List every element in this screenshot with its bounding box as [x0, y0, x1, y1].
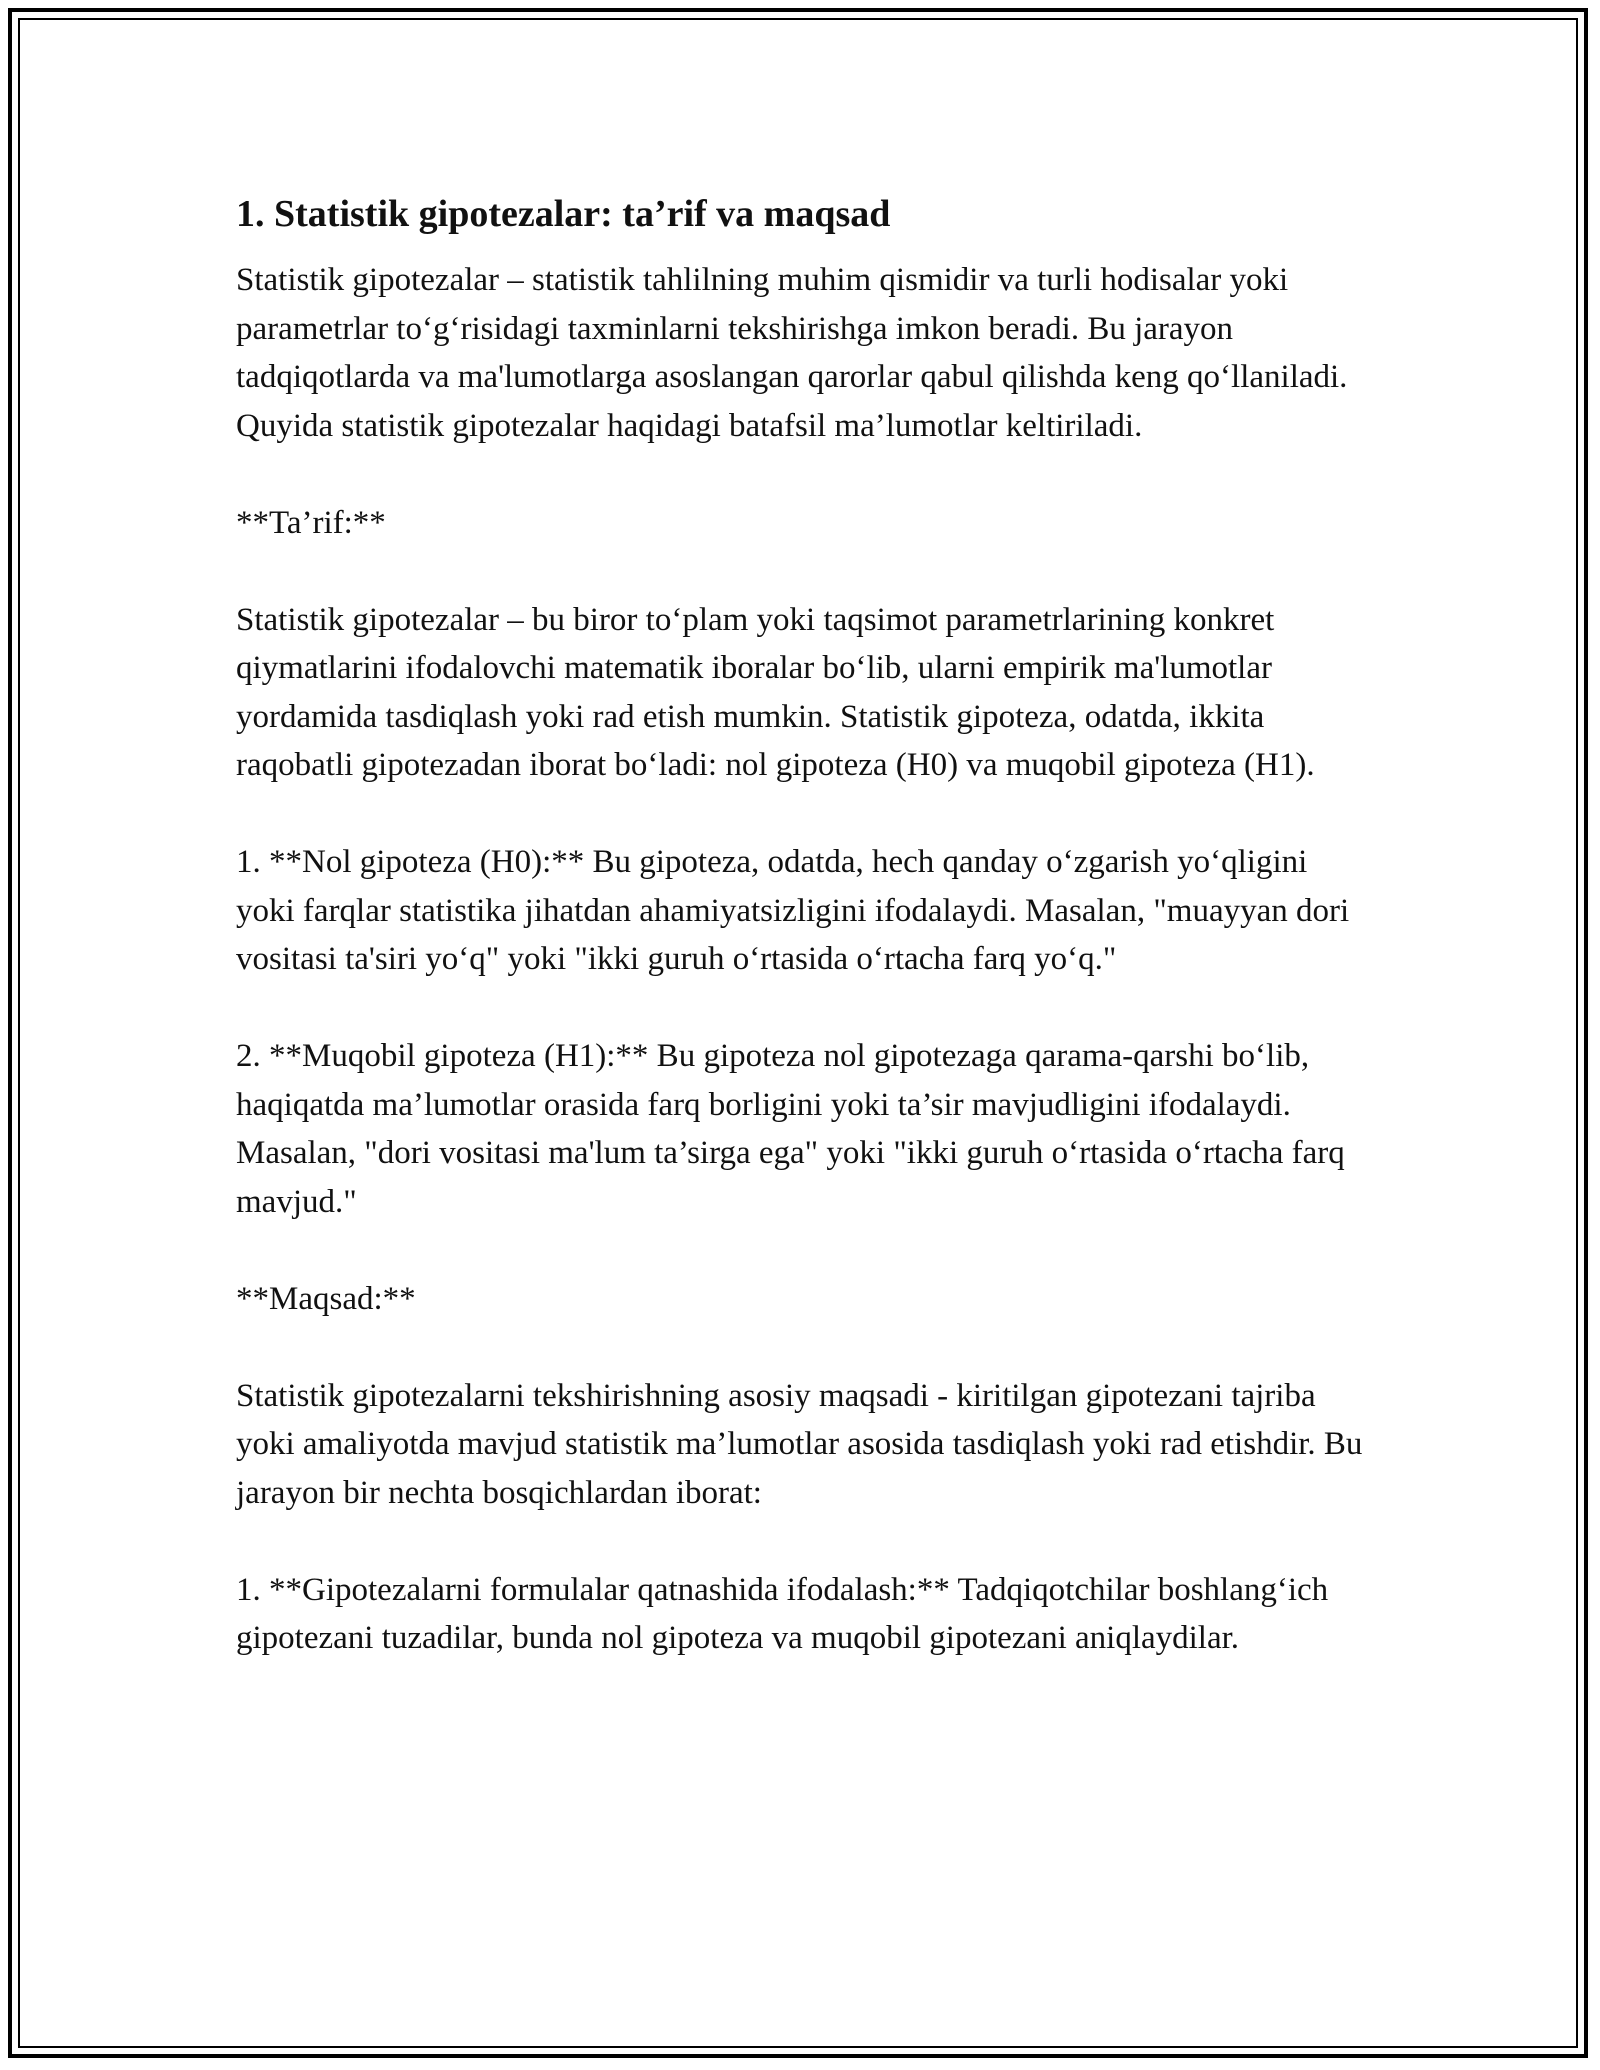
alternative-hypothesis-item: 2. **Muqobil gipoteza (H1):** Bu gipoteza nol gipotezaga qarama-qarshi bo‘lib, haqiqatda ma’lumotlar orasida farq borligini yoki ta’sir mavjudligini ifodalaydi. Masalan, "dori vositasi ma'lum ta’sirga ega" yoki "ikki guruh o‘rtasida o‘rtacha farq mavjud." — [236, 1038, 1345, 1220]
null-hypothesis-item: 1. **Nol gipoteza (H0):** Bu gipoteza, odatda, hech qanday o‘zgarish yo‘qligini yoki farqlar statistika jihatdan ahamiyatsizligini ifodalaydi. Masalan, "muayyan dori vositasi ta'siri yo‘q" yoki "ikki guruh o‘rtasida o‘rtacha farq yo‘q." — [236, 844, 1350, 977]
section-heading: 1. Statistik gipotezalar: ta’rif va maqsad — [236, 193, 891, 235]
intro-paragraph: Statistik gipotezalar – statistik tahlilning muhim qismidir va turli hodisalar yoki parametrlar to‘g‘risidagi taxminlarni tekshirishga imkon beradi. Bu jarayon tadqiqotlarda va ma'lumotlarga asoslangan qarorlar qabul qilishda keng qo‘llaniladi. Quyida statistik gipotezalar haqidagi batafsil ma’lumotlar keltiriladi. — [236, 262, 1348, 444]
formulation-step-item: 1. **Gipotezalarni formulalar qatnashida ifodalash:** Tadqiqotchilar boshlang‘ich gipotezani tuzadilar, bunda nol gipoteza va muqobil gipotezani aniqlaydilar. — [236, 1571, 1329, 1656]
document-body — [236, 186, 1366, 1663]
definition-label: **Ta’rif:** — [236, 504, 386, 541]
purpose-paragraph: Statistik gipotezalarni tekshirishning asosiy maqsadi - kiritilgan gipotezani tajriba yoki amaliyotda mavjud statistik ma’lumotlar asosida tasdiqlash yoki rad etishdir. Bu jarayon bir nechta bosqichlardan iborat: — [236, 1377, 1363, 1511]
definition-paragraph: Statistik gipotezalar – bu biror to‘plam yoki taqsimot parametrlarining konkret qiymatlarini ifodalovchi matematik iboralar bo‘lib, ularni empirik ma'lumotlar yordamida tasdiqlash yoki rad etish mumkin. Statistik gipoteza, odatda, ikkita raqobatli gipotezadan iborat bo‘ladi: nol gipoteza (H0) va muqobil gipoteza (H1). — [236, 601, 1315, 783]
purpose-label: **Maqsad:** — [236, 1280, 416, 1317]
